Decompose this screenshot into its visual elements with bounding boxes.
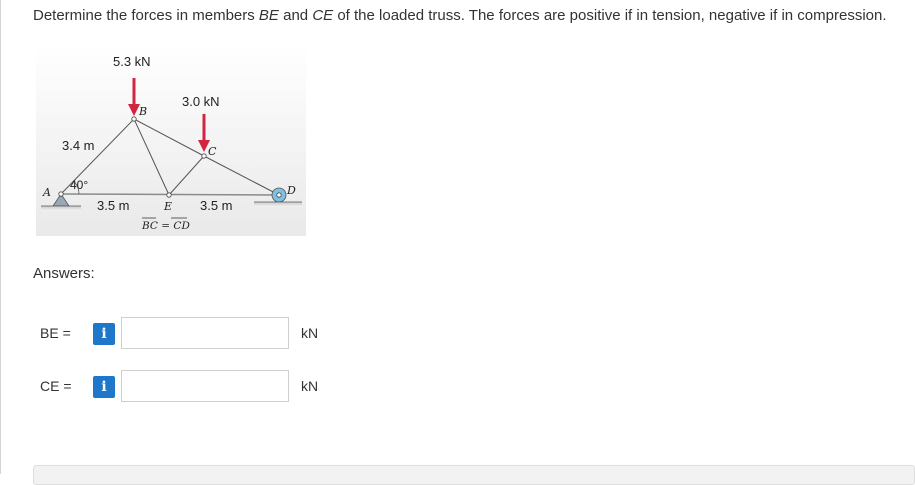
truss-figure [36, 44, 306, 236]
info-icon[interactable]: i [93, 323, 115, 345]
be-label: BE = [40, 325, 71, 341]
node-b-label: B [139, 105, 148, 118]
load-b-label: 5.3 kN [113, 54, 151, 69]
bottom-panel [33, 465, 915, 485]
node-c-label: C [208, 145, 217, 158]
truss-diagram [36, 44, 306, 236]
question-suffix: of the loaded truss. The forces are positive if in tension, negative if in compression. [333, 7, 887, 24]
joint-b [132, 117, 136, 121]
ground-a [41, 206, 81, 211]
joint-a [59, 192, 63, 196]
node-d-label: D [287, 184, 296, 197]
equality-note: BC = CD [142, 220, 190, 232]
ce-input[interactable] [121, 370, 289, 402]
joint-e [167, 193, 171, 197]
ground-d [254, 202, 302, 207]
load-c-label: 3.0 kN [182, 94, 220, 109]
ce-label: CE = [40, 378, 72, 394]
ce-unit: kN [301, 378, 319, 394]
joint-d [277, 193, 281, 197]
answers-heading: Answers: [33, 265, 95, 282]
length-ab-label: 3.4 m [62, 138, 95, 153]
be-unit: kN [301, 325, 319, 341]
question-and: and [278, 7, 313, 24]
length-ae-label: 3.5 m [97, 198, 130, 213]
answer-row-be [0, 317, 915, 351]
node-e-label: E [164, 200, 173, 213]
answer-row-ce [0, 370, 915, 404]
question-prefix: Determine the forces in members [33, 7, 259, 24]
info-icon[interactable]: i [93, 376, 115, 398]
member-be: BE [258, 7, 279, 24]
member-ce: CE [312, 7, 334, 24]
be-input[interactable] [121, 317, 289, 349]
length-ed-label: 3.5 m [200, 198, 233, 213]
question-text [33, 6, 887, 26]
angle-label: 40° [70, 178, 89, 192]
joint-c [202, 154, 206, 158]
node-a-label: A [43, 186, 51, 199]
